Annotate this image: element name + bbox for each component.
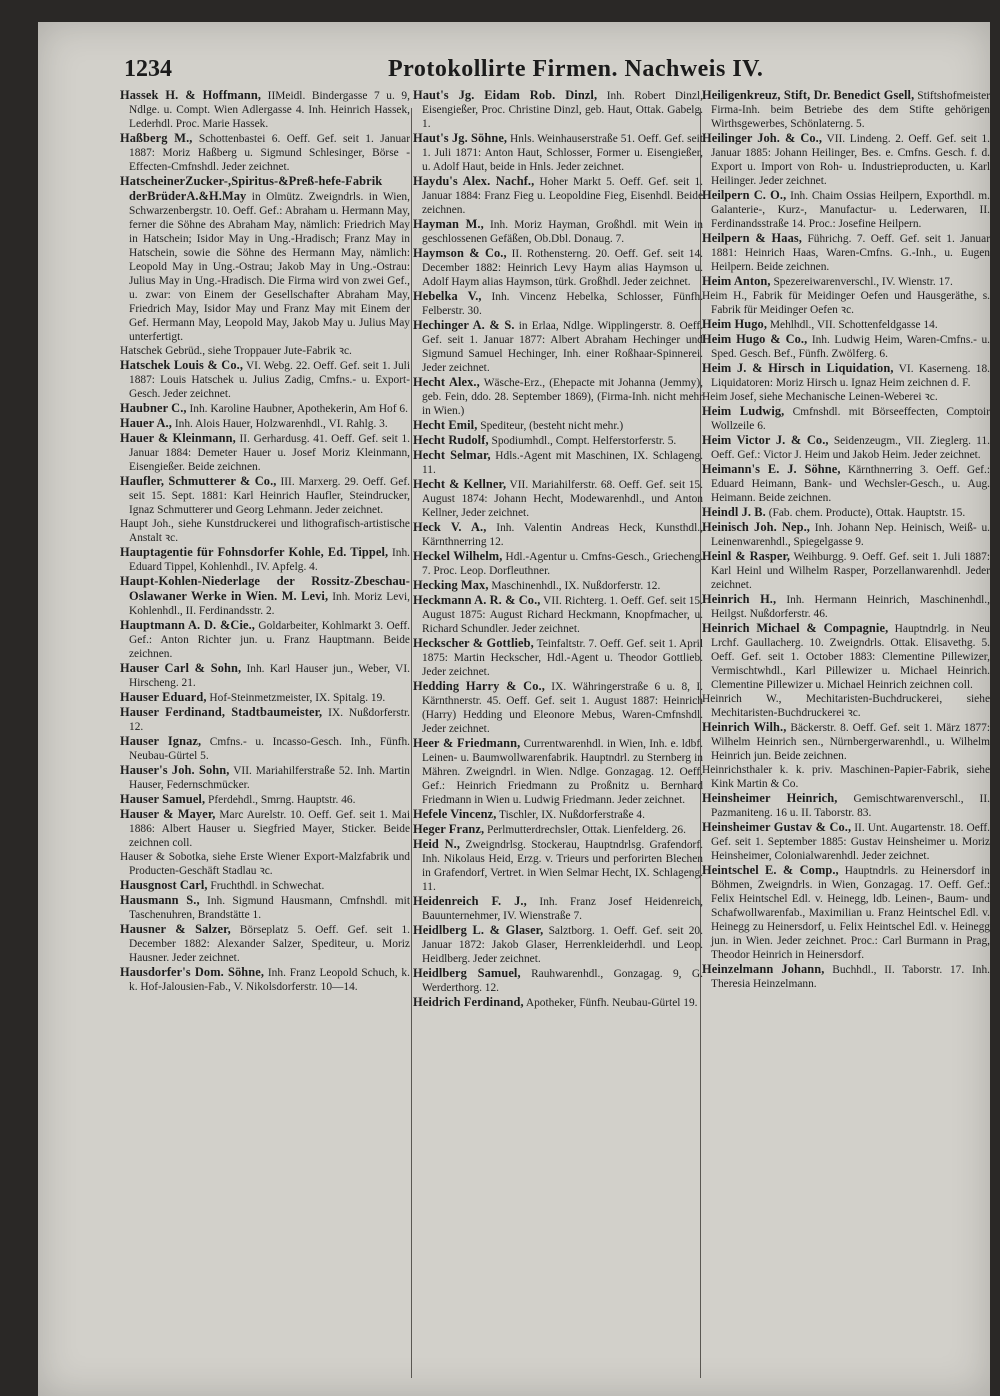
- firm-name: Hausgnost Carl,: [120, 878, 208, 892]
- firm-name: Haydu's Alex. Nachf.,: [413, 174, 535, 188]
- firm-name: Heer & Friedmann,: [413, 736, 521, 750]
- firm-name: Hebelka V.,: [413, 289, 482, 303]
- firm-name: Heinsheimer Heinrich,: [702, 791, 838, 805]
- firm-name: Heim Hugo,: [702, 317, 768, 331]
- firm-name: Heinrich H.,: [702, 592, 777, 606]
- firm-name: HatscheinerZucker-,Spiritus-&Preß-hefe-Fabrik derBrüderA.&H.May: [120, 174, 383, 203]
- entry-details: Perlmutterdrechsler, Ottak. Lienfelderg. 26.: [487, 824, 686, 836]
- directory-entry: [702, 332, 990, 361]
- entry-details: II. Rothensterng. 20. Oeff. Gef. seit 14. December 1882: Heinrich Levy Haym alias Haymson u. Adolf Haym alias Haymson, türk. Großhdl. Jeder zeichnet.: [422, 248, 703, 288]
- directory-entry: [702, 404, 990, 433]
- directory-entry: [413, 894, 703, 923]
- firm-name: Heger Franz,: [413, 822, 485, 836]
- entry-details: (Fab. chem. Producte), Ottak. Hauptstr. 15.: [768, 507, 966, 519]
- directory-entry: [702, 791, 990, 820]
- firm-name: Hauser & Mayer,: [120, 807, 216, 821]
- page-header: [38, 50, 990, 90]
- directory-entry: [702, 131, 990, 188]
- entry-details: Zweigndrlsg. Stockerau, Hauptndrlsg. Grafendorf. Inh. Nikolaus Heid, Erzg. v. Trieurs und perforirten Blechen in Grafendorf, Vertret. in Wien Selmar Hecht, IX. Schlageng. 11.: [422, 839, 703, 893]
- firm-name: Haut's Jg. Eidam Rob. Dinzl,: [413, 88, 598, 102]
- entry-details: Inh. Karl Hauser jun., Weber, VI. Hirscheng. 21.: [129, 663, 410, 689]
- firm-name: Hassek H. & Hoffmann,: [120, 88, 262, 102]
- firm-name: Heidenreich F. J.,: [413, 894, 527, 908]
- directory-entry: [702, 390, 990, 404]
- directory-entry: [120, 545, 410, 574]
- directory-entry: [413, 923, 703, 966]
- entry-details: VII. Mariahilferstr. 68. Oeff. Gef. seit 15. August 1874: Johann Hecht, Modewarenhdl., und Anton Kellner, Jeder zeichnet.: [422, 479, 703, 519]
- directory-entry: [702, 505, 990, 520]
- page-number: 1234: [124, 56, 172, 82]
- firm-name: Hecht & Kellner,: [413, 477, 507, 491]
- directory-entry: [413, 593, 703, 636]
- firm-name: Heim Hugo & Co.,: [702, 332, 808, 346]
- directory-entry: [413, 418, 703, 433]
- directory-entry: [120, 517, 410, 545]
- entry-details: Buchhdl., II. Taborstr. 17. Inh. Theresia Heinzelmann.: [711, 964, 990, 990]
- directory-entry: [702, 763, 990, 791]
- firm-name: Hecht Selmar,: [413, 448, 491, 462]
- directory-entry: [413, 433, 703, 448]
- directory-entry: [702, 274, 990, 289]
- entry-details: Hdls.-Agent mit Maschinen, IX. Schlageng. 11.: [422, 450, 703, 476]
- entry-details: VII. Richterg. 1. Oeff. Gef. seit 15. August 1875: August Richard Heckmann, Knopfmacher, u. Richard Schundler. Jeder zeichnet.: [422, 595, 703, 635]
- firm-name: Hausdorfer's Dom. Söhne,: [120, 965, 265, 979]
- directory-entry: [120, 474, 410, 517]
- entry-details: III. Marxerg. 29. Oeff. Gef. seit 15. Sept. 1881: Karl Heinrich Haufler, Steindrucker, Ignaz Schmutterer und Georg Lehmann. Jeder zeichnet.: [129, 476, 410, 516]
- entry-details: Fruchthdl. in Schwechat.: [210, 880, 325, 892]
- entry-details: Inh. Moriz Levi, Kohlenhdl., II. Ferdinandsstr. 2.: [129, 591, 410, 617]
- entry-details: Apotheker, Fünfh. Neubau-Gürtel 19.: [525, 997, 698, 1009]
- firm-name: Hauptmann A. D. &Cie.,: [120, 618, 256, 632]
- firm-name: Hauer A.,: [120, 416, 172, 430]
- firm-name: Haubner C.,: [120, 401, 187, 415]
- directory-entry: [702, 520, 990, 549]
- entry-details: Inh. Chaim Ossias Heilpern, Exporthdl. m. Galanterie-, Kurz-, Manufactur- u. Lederwaren, II. Ferdinandsstraße 14. Proc.: Josefine Heilpern.: [711, 190, 990, 230]
- firm-name: Hechinger A. & S.: [413, 318, 515, 332]
- firm-name: Haupt-Kohlen-Niederlage der Rossitz-Zbeschau-Oslawaner Werke in Wien. M. Levi,: [120, 574, 410, 603]
- firm-name: Haymson & Co.,: [413, 246, 507, 260]
- directory-entry: [413, 246, 703, 289]
- entry-details: VII. Mariahilferstraße 52. Inh. Martin Hauser, Federnschmücker.: [129, 765, 410, 791]
- directory-entry: [413, 477, 703, 520]
- entry-details: VI. Kaserneng. 18. Liquidatoren: Moriz Hirsch u. Ignaz Heim zeichnen d. F.: [711, 363, 990, 389]
- entry-details: Bäckerstr. 8. Oeff. Gef. seit 1. März 1877: Wilhelm Heinrich sen., Nürnbergerwarenhdl., u. Wilhelm Heinrich jun. Beide zeichnen.: [711, 722, 990, 762]
- firm-name: Heinsheimer Gustav & Co.,: [702, 820, 852, 834]
- directory-entry: [413, 822, 703, 837]
- firm-name: Hecking Max,: [413, 578, 489, 592]
- entry-details: II. Gerhardusg. 41. Oeff. Gef. seit 1. Januar 1884: Demeter Hauer u. Josef Moriz Kleinmann, Eisengießer. Beide zeichnen.: [129, 433, 410, 473]
- directory-entry: [702, 621, 990, 692]
- entry-details: Marc Aurelstr. 10. Oeff. Gef. seit 1. Mai 1886: Albert Hauser u. Siegfried Mayer, Sticker. Beide zeichnen coll.: [129, 809, 410, 849]
- firm-name: Hausmann S.,: [120, 893, 200, 907]
- directory-entry: [413, 966, 703, 995]
- directory-entry: [120, 344, 410, 358]
- directory-entry: [413, 448, 703, 477]
- entry-details: Cmfnshdl. mit Börseeffecten, Comptoir Wollzeile 6.: [711, 406, 990, 432]
- entry-details: Heinrichsthaler k. k. priv. Maschinen-Papier-Fabrik, siehe Kink Martin & Co.: [702, 764, 990, 790]
- entry-details: Führichg. 7. Oeff. Gef. seit 1. Januar 1881: Heinrich Haas, Waren-Cmfns. G.-Inh., u. Eugen Heilpern. Beide zeichnen.: [711, 233, 990, 273]
- firm-name: Heimann's E. J. Söhne,: [702, 462, 841, 476]
- directory-entry: [413, 549, 703, 578]
- firm-name: Heid N.,: [413, 837, 461, 851]
- firm-name: Heinrich Wilh.,: [702, 720, 787, 734]
- entry-details: Gemischtwarenverschl., II. Pazmaniteng. 16 u. II. Taborstr. 83.: [711, 793, 990, 819]
- entry-details: Maschinenhdl., IX. Nußdorferstr. 12.: [491, 580, 661, 592]
- directory-entry: [120, 705, 410, 734]
- directory-entry: [413, 289, 703, 318]
- directory-entry: [702, 820, 990, 863]
- entry-details: VI. Webg. 22. Oeff. Gef. seit 1. Juli 1887: Louis Hatschek u. Julius Zadig, Cmfns.- u. Export-Gesch. Jeder zeichnet.: [129, 360, 410, 400]
- directory-entry: [702, 692, 990, 720]
- directory-entry: [120, 922, 410, 965]
- directory-entry: [702, 88, 990, 131]
- entry-details: Hnls. Weinhauserstraße 51. Oeff. Gef. seit 1. Juli 1871: Anton Haut, Schlosser, Former u. Eisengießer, u. Adolf Haut, beide in Hnls. Jeder zeichnet.: [422, 133, 703, 173]
- firm-name: Hauser Ignaz,: [120, 734, 202, 748]
- firm-name: Heilpern & Haas,: [702, 231, 803, 245]
- entry-details: Inh. Hermann Heinrich, Maschinenhdl., Heilgst. Nußdorferstr. 46.: [711, 594, 990, 620]
- entry-details: Inh. Sigmund Hausmann, Cmfnshdl. mit Taschenuhren, Brandstätte 1.: [129, 895, 410, 921]
- firm-name: Heinl & Rasper,: [702, 549, 791, 563]
- firm-name: Hauser's Joh. Sohn,: [120, 763, 230, 777]
- firm-name: Heckel Wilhelm,: [413, 549, 503, 563]
- directory-entry: [120, 574, 410, 618]
- directory-entry: [702, 462, 990, 505]
- entry-details: Inh. Moriz Hayman, Großhdl. mit Wein in geschlossenen Gefäßen, Ob.Dbl. Donaug. 7.: [422, 219, 703, 245]
- firm-name: Heilinger Joh. & Co.,: [702, 131, 823, 145]
- directory-entry: [120, 88, 410, 131]
- directory-page: [38, 22, 990, 1396]
- entry-details: VII. Lindeng. 2. Oeff. Gef. seit 1. Januar 1885: Johann Heilinger, Bes. e. Cmfns. Gesch. f. d. Export u. Import von Roh- u. Industrieproducten, u. Karl Heilinger. Jeder zeichnet.: [711, 133, 990, 187]
- directory-entry: [120, 174, 410, 344]
- column-left: [120, 88, 410, 1378]
- firm-name: Heim Ludwig,: [702, 404, 785, 418]
- firm-name: Hauer & Kleinmann,: [120, 431, 236, 445]
- directory-entry: [413, 375, 703, 418]
- firm-name: Heidlberg L. & Glaser,: [413, 923, 544, 937]
- directory-entry: [702, 962, 990, 991]
- entry-details: Heim Josef, siehe Mechanische Leinen-Weberei ꝛc.: [702, 391, 938, 403]
- entry-details: Seidenzeugm., VII. Zieglerg. 11. Oeff. Gef.: Victor J. Heim und Jakob Heim. Jeder zeichnet.: [711, 435, 990, 461]
- directory-entry: [702, 361, 990, 390]
- entry-details: Haupt Joh., siehe Kunstdruckerei und lithografisch-artistische Anstalt ꝛc.: [120, 518, 410, 544]
- entry-details: Inh. Eduard Tippel, Kohlenhdl., IV. Apfelg. 4.: [129, 547, 410, 573]
- entry-details: Weihburgg. 9. Oeff. Gef. seit 1. Juli 1887: Karl Heinl und Wilhelm Rasper, Porzellanwarenhdl. Jeder zeichnet.: [711, 551, 990, 591]
- firm-name: Heim J. & Hirsch in Liquidation,: [702, 361, 894, 375]
- directory-entry: [702, 289, 990, 317]
- entry-details: Cmfns.- u. Incasso-Gesch. Inh., Fünfh. Neubau-Gürtel 5.: [129, 736, 410, 762]
- entry-details: Inh. Valentin Andreas Heck, Kunsthdl., Kärnthnerring 12.: [422, 522, 703, 548]
- entry-details: IX. Nußdorferstr. 12.: [129, 707, 410, 733]
- firm-name: Hauser Carl & Sohn,: [120, 661, 242, 675]
- directory-entry: [120, 807, 410, 850]
- entry-details: Inh. Johann Nep. Heinisch, Weiß- u. Leinenwarenhdl., Spiegelgasse 9.: [711, 522, 990, 548]
- firm-name: Heindl J. B.: [702, 505, 766, 519]
- directory-entry: [120, 734, 410, 763]
- directory-entry: [413, 837, 703, 894]
- entry-details: Hauptndrls. zu Heinersdorf in Böhmen, Zweigndrls. in Wien, Gonzagag. 17. Oeff. Gef.: Felix Heintschel Edl. v. Heinegg, ldb. Leinen-, Baum- und Schafwollwarenfab., Maximilian u. Franz Heintschel Edl. v. Heinegg zu Heinersdorf, u. Felix Heintschel Edl. v. Heinegg jun. in Wien. Jeder zeichnet. Proc.: Carl Burmann in Prag, Theodor Heinrich in Heinersdorf.: [711, 865, 990, 961]
- directory-entry: [120, 763, 410, 792]
- firm-name: Hedding Harry & Co.,: [413, 679, 545, 693]
- firm-name: Heinzelmann Johann,: [702, 962, 825, 976]
- firm-name: Haßberg M.,: [120, 131, 193, 145]
- firm-name: Heim Victor J. & Co.,: [702, 433, 829, 447]
- entry-details: Kärnthnerring 3. Oeff. Gef.: Eduard Heimann, Bank- und Wechsler-Gesch., u. Aug. Heimann. Beide zeichnen.: [711, 464, 990, 504]
- firm-name: Heckscher & Gottlieb,: [413, 636, 534, 650]
- entry-details: Inh. Robert Dinzl, Eisengießer, Proc. Christine Dinzl, geb. Haut, Ottak. Gabelg. 1.: [422, 90, 703, 130]
- directory-entry: [413, 318, 703, 375]
- firm-name: Hausner & Salzer,: [120, 922, 231, 936]
- directory-entry: [120, 661, 410, 690]
- entry-details: Börseplatz 5. Oeff. Gef. seit 1. December 1882: Alexander Salzer, Spediteur, u. Moriz Hausner. Jeder zeichnet.: [129, 924, 410, 964]
- entry-details: Tischler, IX. Nußdorferstraße 4.: [499, 809, 645, 821]
- entry-details: Mehlhdl., VII. Schottenfeldgasse 14.: [769, 319, 938, 331]
- directory-entry: [413, 174, 703, 217]
- column-divider: [411, 108, 412, 1378]
- directory-entry: [413, 736, 703, 807]
- firm-name: Haufler, Schmutterer & Co.,: [120, 474, 277, 488]
- firm-name: Heilpern C. O.,: [702, 188, 787, 202]
- entry-details: Currentwarenhdl. in Wien, Inh. e. ldbf. Leinen- u. Baumwollwarenfabrik. Hauptndrl. zu Sternberg in Mähren. Zweigndrl. in Wien. Ndlge. Gonzagag. 12. Oeff. Gef.: Heinrich Friedmann zu Proßnitz u. Bernhard Friedmann in Wien u. Ludwig Friedmann. Jeder zeichnet.: [422, 738, 703, 806]
- directory-entry: [702, 863, 990, 962]
- directory-entry: [413, 88, 703, 131]
- directory-entry: [702, 549, 990, 592]
- firm-name: Heidrich Ferdinand,: [413, 995, 524, 1009]
- directory-entry: [120, 416, 410, 431]
- firm-name: Hauser Ferdinand, Stadtbaumeister,: [120, 705, 323, 719]
- firm-name: Heinisch Joh. Nep.,: [702, 520, 810, 534]
- directory-entry: [702, 720, 990, 763]
- entry-details: Rauhwarenhdl., Gonzagag. 9, G. Werderthorg. 12.: [422, 968, 703, 994]
- entry-details: Inh. Franz Leopold Schuch, k. k. Hof-Jalousien-Fab., V. Nikolsdorferstr. 10—14.: [129, 967, 410, 993]
- directory-entry: [120, 878, 410, 893]
- entry-details: Wäsche-Erz., (Ehepacte mit Johanna (Jemmy), geb. Fein, ddo. 28. September 1869), (Firma-Inh. nicht mehr in Wien.): [422, 377, 703, 417]
- entry-details: Spodiumhdl., Compt. Helferstorferstr. 5.: [491, 435, 677, 447]
- firm-name: Hayman M.,: [413, 217, 484, 231]
- firm-name: Hatschek Louis & Co.,: [120, 358, 244, 372]
- entry-details: Salztborg. 1. Oeff. Gef. seit 20. Januar 1872: Jakob Glaser, Herrenkleiderhdl. und Leop. Heidlberg. Jeder zeichnet.: [422, 925, 703, 965]
- firm-name: Heiligenkreuz, Stift, Dr. Benedict Gsell,: [702, 88, 915, 102]
- firm-name: Hauser Samuel,: [120, 792, 206, 806]
- firm-name: Heinrich Michael & Compagnie,: [702, 621, 889, 635]
- entry-details: IX. Währingerstraße 6 u. 8, I. Kärnthnerstr. 45. Oeff. Gef. seit 1. August 1887: Heinrich (Harry) Hedding und Eleonore Mebus, Waren-Cmfnshdl. Jeder zeichnet.: [422, 681, 703, 735]
- entry-details: Hoher Markt 5. Oeff. Gef. seit 1. Januar 1884: Franz Fieg u. Leopoldine Fieg, Eisenhdl. Beide zeichnen.: [422, 176, 703, 216]
- entry-details: Hauser & Sobotka, siehe Erste Wiener Export-Malzfabrik und Producten-Geschäft Stadlau ꝛc.: [120, 851, 410, 877]
- directory-entry: [413, 995, 703, 1010]
- firm-name: Heintschel E. & Comp.,: [702, 863, 839, 877]
- entry-details: Inh. Franz Josef Heidenreich, Bauunternehmer, IV. Wienstraße 7.: [422, 896, 703, 922]
- firm-name: Heidlberg Samuel,: [413, 966, 521, 980]
- directory-entry: [702, 317, 990, 332]
- directory-entry: [120, 850, 410, 878]
- firm-name: Heckmann A. R. & Co.,: [413, 593, 541, 607]
- firm-name: Heck V. A.,: [413, 520, 487, 534]
- entry-details: Hof-Steinmetzmeister, IX. Spitalg. 19.: [209, 692, 386, 704]
- column-right: [702, 88, 990, 1378]
- directory-entry: [413, 578, 703, 593]
- entry-details: Heim H., Fabrik für Meidinger Oefen und Hausgeräthe, s. Fabrik für Meidinger Oefen ꝛc.: [702, 290, 990, 316]
- entry-details: Stiftshofmeister Firma-Inh. beim Betriebe des dem Stifte gehörigen Wirthsgewerbes, Schönlaterng. 5.: [711, 90, 990, 130]
- entry-details: Schottenbastei 6. Oeff. Gef. seit 1. Januar 1887: Moriz Haßberg u. Sigmund Schlesinger, Börse - Effecten-Cmfnshdl. Jeder zeichnet.: [129, 133, 410, 173]
- directory-entry: [120, 690, 410, 705]
- entry-details: II. Unt. Augartenstr. 18. Oeff. Gef. seit 1. September 1885: Gustav Heinsheimer u. Moriz Heinsheimer, Colonialwarenhdl. Jeder zeichnet.: [711, 822, 990, 862]
- firm-name: Hecht Emil,: [413, 418, 478, 432]
- column-middle: [413, 88, 703, 1378]
- directory-entry: [413, 636, 703, 679]
- directory-entry: [702, 592, 990, 621]
- directory-entry: [413, 807, 703, 822]
- entry-details: Spezereiwarenverschl., IV. Wienstr. 17.: [773, 276, 953, 288]
- running-title: Protokollirte Firmen. Nachweis IV.: [388, 56, 764, 82]
- firm-name: Heim Anton,: [702, 274, 771, 288]
- entry-details: Inh. Vincenz Hebelka, Schlosser, Fünfh. Felberstr. 30.: [422, 291, 703, 317]
- entry-details: Teinfaltstr. 7. Oeff. Gef. seit 1. April 1875: Martin Heckscher, Hdl.-Agent u. Theodor Gottlieb. Jeder zeichnet.: [422, 638, 703, 678]
- directory-entry: [120, 893, 410, 922]
- entry-details: Hatschek Gebrüd., siehe Troppauer Jute-Fabrik ꝛc.: [120, 345, 352, 357]
- firm-name: Hecht Rudolf,: [413, 433, 489, 447]
- directory-entry: [413, 520, 703, 549]
- entry-details: Hauptndrlg. in Neu Lrchf. Gaullacherg. 10. Zweigndrls. Ottak. Elisavethg. 5. Oeff. Gef. seit 1. October 1883: Clementine Pillewizer, Vermischtwhdl., Karl Pillewizer u. Michael Heinrich. Clementine Pillewizer u. Michael Heinrich zeichnen coll.: [711, 623, 990, 691]
- directory-entry: [120, 618, 410, 661]
- directory-entry: [413, 217, 703, 246]
- directory-entry: [120, 131, 410, 174]
- directory-entry: [413, 131, 703, 174]
- entry-details: in Olmütz. Zweigndrls. in Wien, Schwarzenbergstr. 10. Oeff. Gef.: Abraham u. Hermann May, ferner die Söhne des Abraham May, nämlich: Friedrich May in Hatschein; Isidor May in Ung.-Hradisch; Franz May in Hatschein, sowie die Söhne des Hermann May, nämlich: Leopold May in Ung.-Ostrau; Jakob May in Ung.-Ostrau: Julius May in Ung.-Hradisch. Die Firma wird von zwei Gef., u. zwar: von Einem der Gesellschafter Abraham May, Friedrich May, Isidor May und Franz May mit Einem der Gef. Hermann May, Leopold May, Jakob May u. Julius May unterfertigt.: [129, 191, 410, 343]
- directory-entry: [120, 358, 410, 401]
- firm-name: Hecht Alex.,: [413, 375, 480, 389]
- entry-details: in Erlaa, Ndlge. Wipplingerstr. 8. Oeff. Gef. seit 1. Januar 1877: Albert Abraham Hechinger und Sigmund Samuel Hechinger, Inh. einer Roßhaar-Spinnerei. Jeder zeichnet.: [422, 320, 703, 374]
- firm-name: Haut's Jg. Söhne,: [413, 131, 508, 145]
- directory-entry: [120, 792, 410, 807]
- directory-entry: [120, 965, 410, 994]
- firm-name: Hefele Vincenz,: [413, 807, 497, 821]
- entry-details: Pferdehdl., Smrng. Hauptstr. 46.: [208, 794, 356, 806]
- entry-details: Inh. Ludwig Heim, Waren-Cmfns.- u. Sped. Gesch. Bef., Fünfh. Zwölferg. 6.: [711, 334, 990, 360]
- entry-details: Heinrich W., Mechitaristen-Buchdruckerei, siehe Mechitaristen-Buchdruckerei ꝛc.: [702, 693, 990, 719]
- directory-entry: [120, 431, 410, 474]
- firm-name: Hauptagentie für Fohnsdorfer Kohle, Ed. Tippel,: [120, 545, 389, 559]
- entry-details: Inh. Karoline Haubner, Apothekerin, Am Hof 6.: [189, 403, 408, 415]
- directory-entry: [702, 433, 990, 462]
- entry-details: Inh. Alois Hauer, Holzwarenhdl., VI. Rahlg. 3.: [174, 418, 388, 430]
- firm-name: Hauser Eduard,: [120, 690, 207, 704]
- directory-entry: [702, 188, 990, 231]
- entry-details: Hdl.-Agentur u. Cmfns-Gesch., Griecheng. 7. Proc. Leop. Dorfleuthner.: [422, 551, 703, 577]
- directory-entry: [702, 231, 990, 274]
- entry-details: IIMeidl. Bindergasse 7 u. 9, Ndlge. u. Compt. Wien Adlergasse 4. Inh. Heinrich Hassek, Lederhdl. Proc. Marie Hassek.: [129, 90, 410, 130]
- entry-details: Goldarbeiter, Kohlmarkt 3. Oeff. Gef.: Anton Richter jun. u. Franz Hauptmann. Beide zeichnen.: [129, 620, 410, 660]
- directory-entry: [413, 679, 703, 736]
- entry-details: Spediteur, (besteht nicht mehr.): [480, 420, 624, 432]
- directory-entry: [120, 401, 410, 416]
